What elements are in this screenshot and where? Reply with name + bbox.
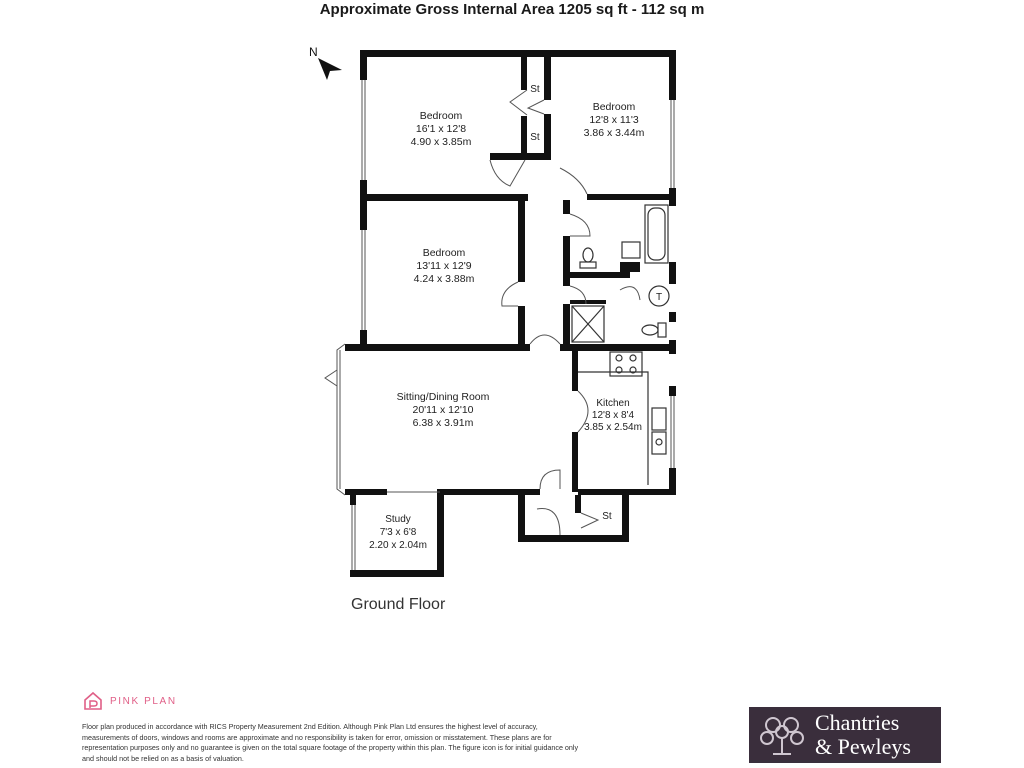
svg-text:Bedroom: Bedroom [419, 110, 463, 122]
svg-text:3.86 x 3.44m: 3.86 x 3.44m [583, 127, 645, 139]
svg-text:Study: Study [385, 514, 411, 525]
north-arrow-icon [309, 45, 342, 80]
store-label: St [602, 511, 612, 522]
svg-text:4.90 x 3.85m: 4.90 x 3.85m [410, 136, 472, 148]
svg-text:Kitchen: Kitchen [596, 398, 630, 409]
pink-plan-logo-icon [82, 690, 104, 712]
svg-text:6.38 x 3.91m: 6.38 x 3.91m [412, 417, 474, 429]
disclaimer: Floor plan produced in accordance with RICS Property Measurement 2nd Edition. Although Pink Plan Ltd ensures the highest level of accuracy, measurements of doors, windows and rooms are approximate and no responsibility is taken for error, omission or misstatement. These plans are for representation purposes only and no guarantee is given on the total square footage of the property within this plan. The figure icon is for initial guidance only and should not be relied on as a basis of valuation. [82, 722, 579, 763]
svg-text:3.85 x 2.54m: 3.85 x 2.54m [584, 422, 642, 433]
room-bedroom-1 [411, 110, 472, 148]
room-sitting-dining [397, 391, 490, 429]
agent-logo [749, 707, 941, 763]
room-study [369, 514, 427, 551]
floor-label: Ground Floor [351, 596, 446, 613]
agent-name-line2: & Pewleys [815, 734, 911, 759]
svg-text:Sitting/Dining Room: Sitting/Dining Room [396, 391, 490, 403]
store-label: St [530, 84, 540, 95]
svg-text:13'11 x 12'9: 13'11 x 12'9 [416, 260, 472, 272]
tank-label: T [655, 292, 663, 303]
tree-logo-icon [757, 712, 807, 758]
agent-name-line1: Chantries [815, 710, 900, 735]
brand-name: PINK PLAN [110, 695, 177, 707]
room-kitchen [584, 398, 642, 433]
compass-label: N [309, 45, 318, 59]
svg-text:Bedroom: Bedroom [422, 247, 466, 259]
svg-text:Bedroom: Bedroom [592, 101, 636, 113]
page-title: Approximate Gross Internal Area 1205 sq ft - 112 sq m [319, 1, 705, 18]
store-label: St [530, 132, 540, 143]
svg-text:7'3 x 6'8: 7'3 x 6'8 [379, 527, 417, 538]
room-bedroom-3 [414, 247, 475, 285]
brand [82, 690, 177, 712]
doors [325, 90, 640, 535]
svg-text:12'8 x 11'3: 12'8 x 11'3 [589, 114, 639, 126]
room-bedroom-2 [584, 101, 645, 139]
agent-name [815, 711, 911, 759]
svg-text:16'1 x 12'8: 16'1 x 12'8 [415, 123, 467, 135]
svg-text:12'8 x 8'4: 12'8 x 8'4 [591, 410, 635, 421]
svg-text:2.20 x 2.04m: 2.20 x 2.04m [369, 540, 427, 551]
svg-text:4.24 x 3.88m: 4.24 x 3.88m [413, 273, 475, 285]
svg-text:20'11 x 12'10: 20'11 x 12'10 [412, 404, 474, 416]
